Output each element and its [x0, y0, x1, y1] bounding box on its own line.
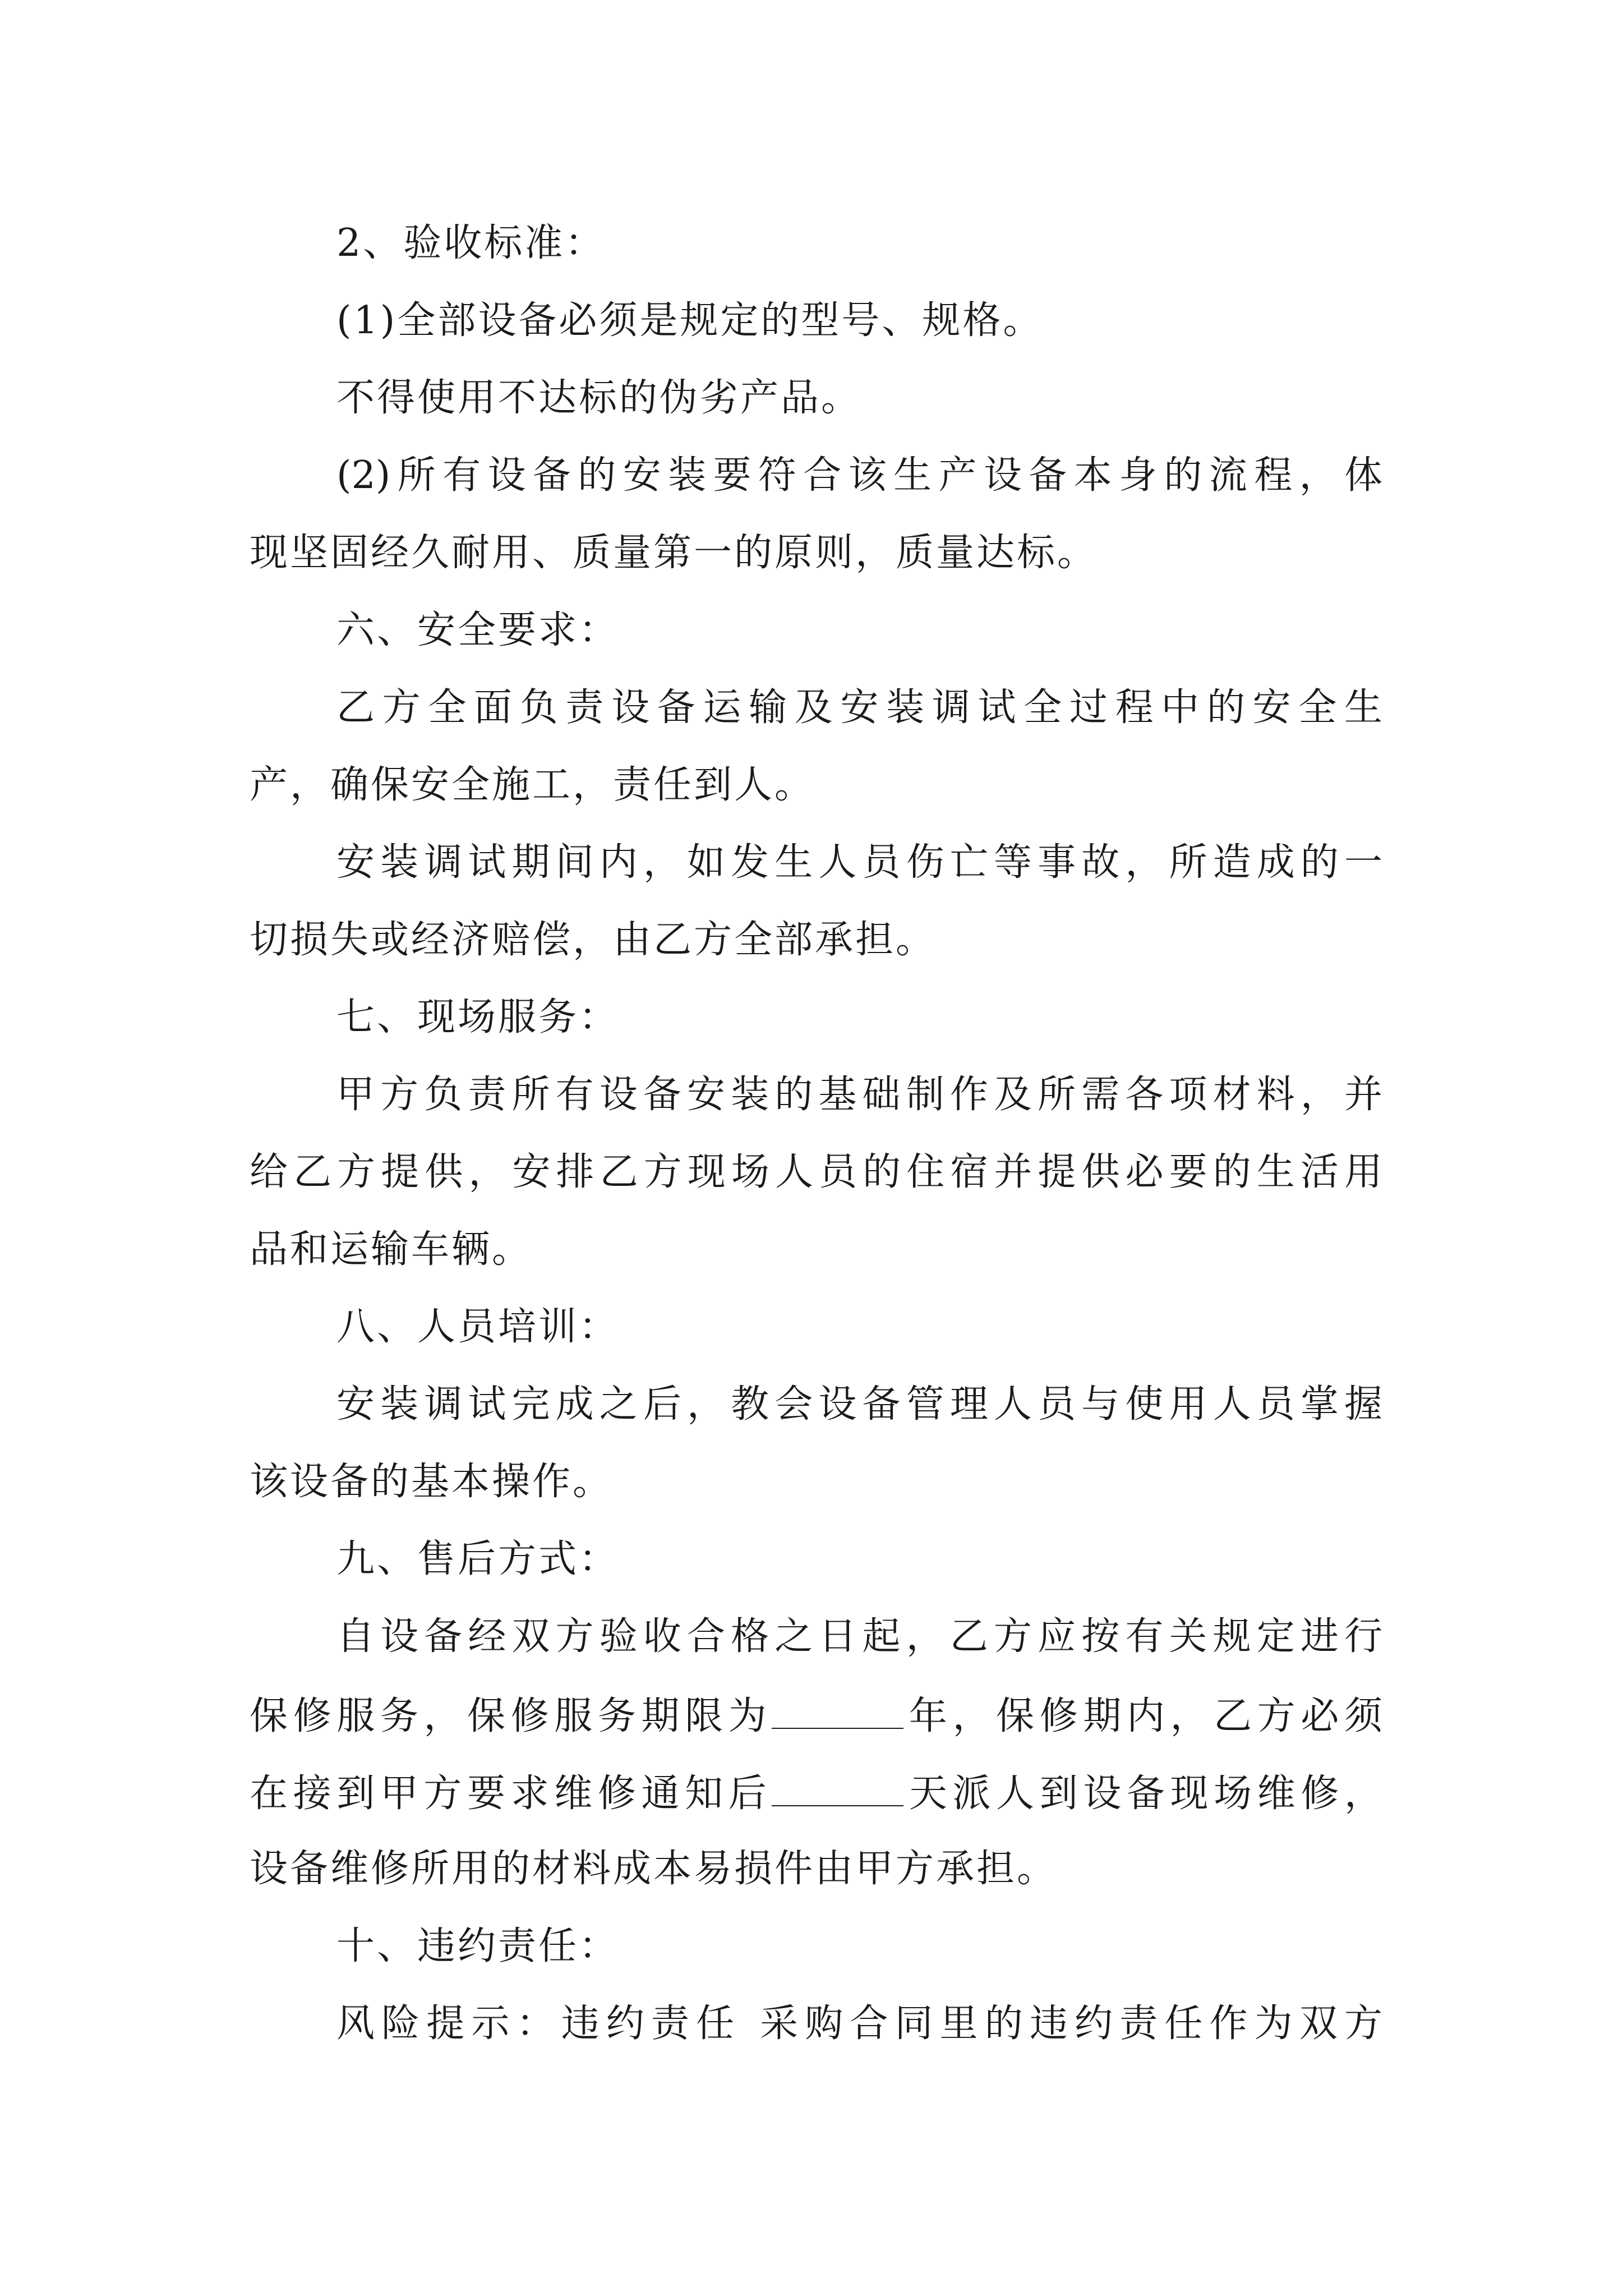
text-before-blank: 在接到甲方要求维修通知后: [250, 1772, 772, 1816]
paragraph-line: 自设备经双方验收合格之日起，乙方应按有关规定进行: [336, 1614, 1382, 1659]
section-heading-breach-liability: 十、违约责任：: [336, 1924, 620, 1968]
paragraph-line: 风险提示：违约责任 采购合同里的违约责任作为双方: [336, 2001, 1382, 2046]
paragraph-line: 不得使用不达标的伪劣产品。: [336, 376, 862, 420]
text-before-blank: 保修服务，保修服务期限为: [250, 1694, 772, 1738]
fill-in-blank-response-days: [772, 1773, 903, 1806]
paragraph-line: 乙方全面负责设备运输及安装调试全过程中的安全生: [336, 685, 1382, 730]
section-heading-acceptance-standard: 2、验收标准：: [336, 221, 606, 265]
paragraph-line: 切损失或经济赔偿，由乙方全部承担。: [250, 918, 937, 962]
paragraph-line: 甲方负责所有设备安装的基础制作及所需各项材料，并: [336, 1073, 1382, 1117]
paragraph-line: 该设备的基本操作。: [250, 1460, 614, 1504]
paragraph-line: 现坚固经久耐用、质量第一的原则，质量达标。: [250, 531, 1098, 575]
paragraph-line: 安装调试完成之后，教会设备管理人员与使用人员掌握: [336, 1382, 1382, 1427]
paragraph-line-with-blank: [250, 1695, 1382, 1736]
paragraph-line: 品和运输车辆。: [250, 1227, 533, 1272]
paragraph-line: (1)全部设备必须是规定的型号、规格。: [336, 298, 1044, 343]
text-after-blank: 年，保修期内，乙方必须: [903, 1694, 1382, 1738]
paragraph-line: 产，确保安全施工，责任到人。: [250, 763, 815, 807]
section-heading-after-sales: 九、售后方式：: [336, 1537, 620, 1581]
section-heading-staff-training: 八、人员培训：: [336, 1305, 620, 1349]
paragraph-line: 安装调试期间内，如发生人员伤亡等事故，所造成的一: [336, 840, 1382, 885]
paragraph-line-with-blank: [250, 1772, 1382, 1816]
section-heading-onsite-service: 七、现场服务：: [336, 995, 620, 1039]
paragraph-line: (2)所有设备的安装要符合该生产设备本身的流程，体: [336, 453, 1382, 498]
fill-in-blank-warranty-years: [772, 1695, 903, 1729]
section-heading-safety-requirements: 六、安全要求：: [336, 608, 620, 652]
paragraph-line: 设备维修所用的材料成本易损件由甲方承担。: [250, 1847, 1058, 1891]
text-after-blank: 天派人到设备现场维修，: [903, 1772, 1382, 1816]
paragraph-line: 给乙方提供，安排乙方现场人员的住宿并提供必要的生活用: [250, 1150, 1382, 1194]
